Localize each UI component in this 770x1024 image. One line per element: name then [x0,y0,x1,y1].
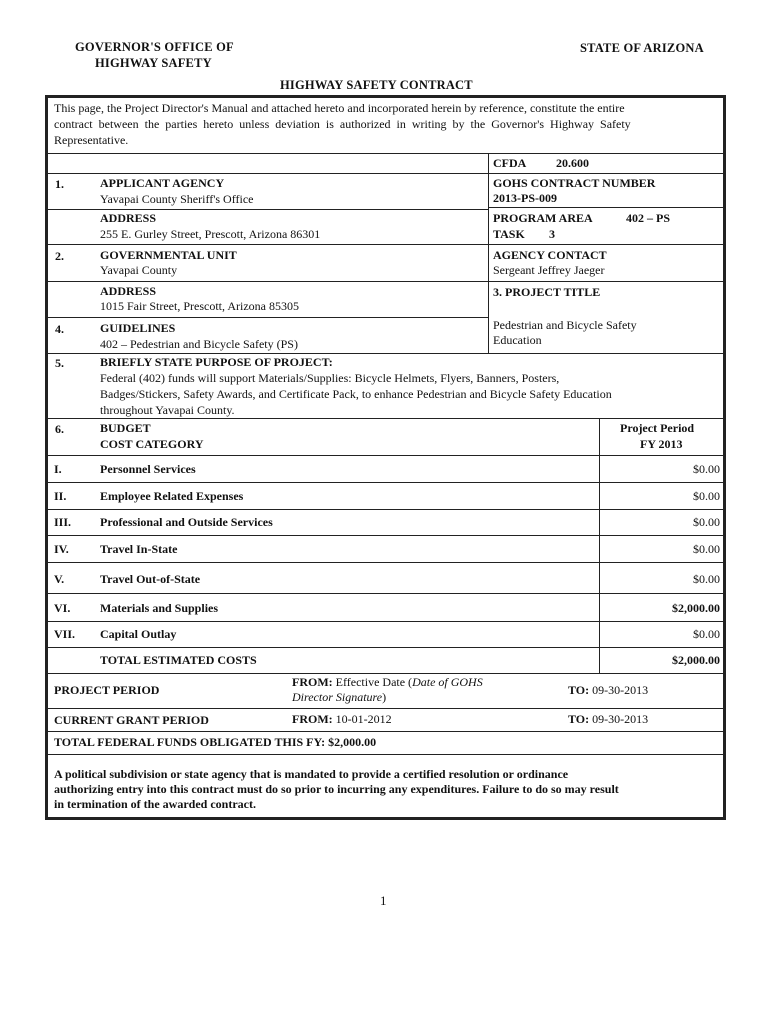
agency-contact-value: Sergeant Jeffrey Jaeger [493,263,605,277]
contract-number-label: GOHS CONTRACT NUMBER [493,176,656,190]
budget-row-label: Capital Outlay [100,627,177,641]
budget-row-value: $2,000.00 [672,601,720,615]
budget-row-label: Employee Related Expenses [100,489,244,503]
project-period-from-line2: Director Signature) [292,690,387,704]
budget-label: BUDGET [100,421,151,435]
budget-row-num: V. [54,572,65,586]
budget-row-num: II. [54,489,67,503]
applicant-address-value: 255 E. Gurley Street, Prescott, Arizona 86301 [100,227,321,241]
cfda-value: 20.600 [556,156,589,170]
project-period-label: PROJECT PERIOD [54,683,160,697]
governmental-unit-value: Yavapai County [100,263,178,277]
grant-period-to: TO: 09-30-2013 [568,712,649,726]
office-name-line1: GOVERNOR'S OFFICE OF [75,40,234,54]
budget-row-num: IV. [54,542,69,556]
project-period-header: Project Period [620,421,695,435]
total-value: $2,000.00 [672,653,720,667]
cost-category-label: COST CATEGORY [100,437,204,451]
budget-row-value: $0.00 [693,572,720,586]
project-title-line2: Education [493,333,542,347]
contract-number-value: 2013-PS-009 [493,191,557,205]
budget-row-num: VII. [54,627,76,641]
project-title-label: 3. PROJECT TITLE [493,285,601,299]
budget-row-num: VI. [54,601,71,615]
budget-row-value: $0.00 [693,542,720,556]
task-value: 3 [549,227,555,241]
purpose-line1: Federal (402) funds will support Materials/Supplies: Bicycle Helmets, Flyers, Banners, Posters, [100,371,560,385]
notice-line3: in termination of the awarded contract. [54,797,256,811]
governmental-unit-label: GOVERNMENTAL UNIT [100,248,237,262]
task-label: TASK [493,227,525,241]
section-number-5: 5. [55,356,64,370]
applicant-agency-value: Yavapai County Sheriff's Office [100,192,254,206]
applicant-address-label: ADDRESS [100,211,157,225]
notice-line1: A political subdivision or state agency that is mandated to provide a certified resolution or ordinance [54,767,569,781]
notice-line2: authorizing entry into this contract must do so prior to incurring any expenditures. Failure to do so may result [54,782,619,796]
purpose-label: BRIEFLY STATE PURPOSE OF PROJECT: [100,355,333,369]
program-area-value: 402 – PS [626,211,671,225]
grant-period-label: CURRENT GRANT PERIOD [54,713,209,727]
cfda-label: CFDA [493,156,527,170]
section-number-6: 6. [55,422,64,436]
project-title-line1: Pedestrian and Bicycle Safety [493,318,637,332]
budget-row-label: Travel Out-of-State [100,572,201,586]
budget-row-label: Personnel Services [100,462,196,476]
section-number-1: 1. [55,177,64,191]
budget-row-value: $0.00 [693,627,720,641]
governmental-address-value: 1015 Fair Street, Prescott, Arizona 85305 [100,299,299,313]
budget-row-num: I. [54,462,62,476]
budget-row-label: Travel In-State [100,542,178,556]
budget-row-label: Materials and Supplies [100,601,219,615]
governmental-address-label: ADDRESS [100,284,157,298]
document-title: HIGHWAY SAFETY CONTRACT [280,78,473,92]
applicant-agency-label: APPLICANT AGENCY [100,176,225,190]
program-area-label: PROGRAM AREA [493,211,593,225]
section-number-2: 2. [55,249,64,263]
fiscal-year-header: FY 2013 [640,437,683,451]
total-label: TOTAL ESTIMATED COSTS [100,653,257,667]
grant-period-from: FROM: 10-01-2012 [292,712,392,726]
agency-contact-label: AGENCY CONTACT [493,248,607,262]
budget-row-value: $0.00 [693,489,720,503]
guidelines-label: GUIDELINES [100,321,176,335]
section-number-4: 4. [55,322,64,336]
intro-line2: contract between the parties hereto unless deviation is authorized in writing by the Governor's Highway Safety [54,117,631,131]
page-number: 1 [380,893,387,908]
purpose-line3: throughout Yavapai County. [100,403,235,417]
budget-row-value: $0.00 [693,462,720,476]
intro-line1: This page, the Project Director's Manual and attached hereto and incorporated herein by reference, constitute the entire [54,101,625,115]
office-name-line2: HIGHWAY SAFETY [95,56,212,70]
project-period-from: FROM: Effective Date (Date of GOHS [292,675,483,689]
budget-row-num: III. [54,515,72,529]
total-federal-funds: TOTAL FEDERAL FUNDS OBLIGATED THIS FY: $2,000.00 [54,735,377,749]
project-period-to: TO: 09-30-2013 [568,683,649,697]
purpose-line2: Badges/Stickers, Safety Awards, and Certificate Pack, to enhance Pedestrian and Bicycle Safety Education [100,387,612,401]
budget-row-label: Professional and Outside Services [100,515,273,529]
state-name: STATE OF ARIZONA [580,41,704,55]
intro-line3: Representative. [54,133,129,147]
budget-row-value: $0.00 [693,515,720,529]
guidelines-value: 402 – Pedestrian and Bicycle Safety (PS) [100,337,298,351]
